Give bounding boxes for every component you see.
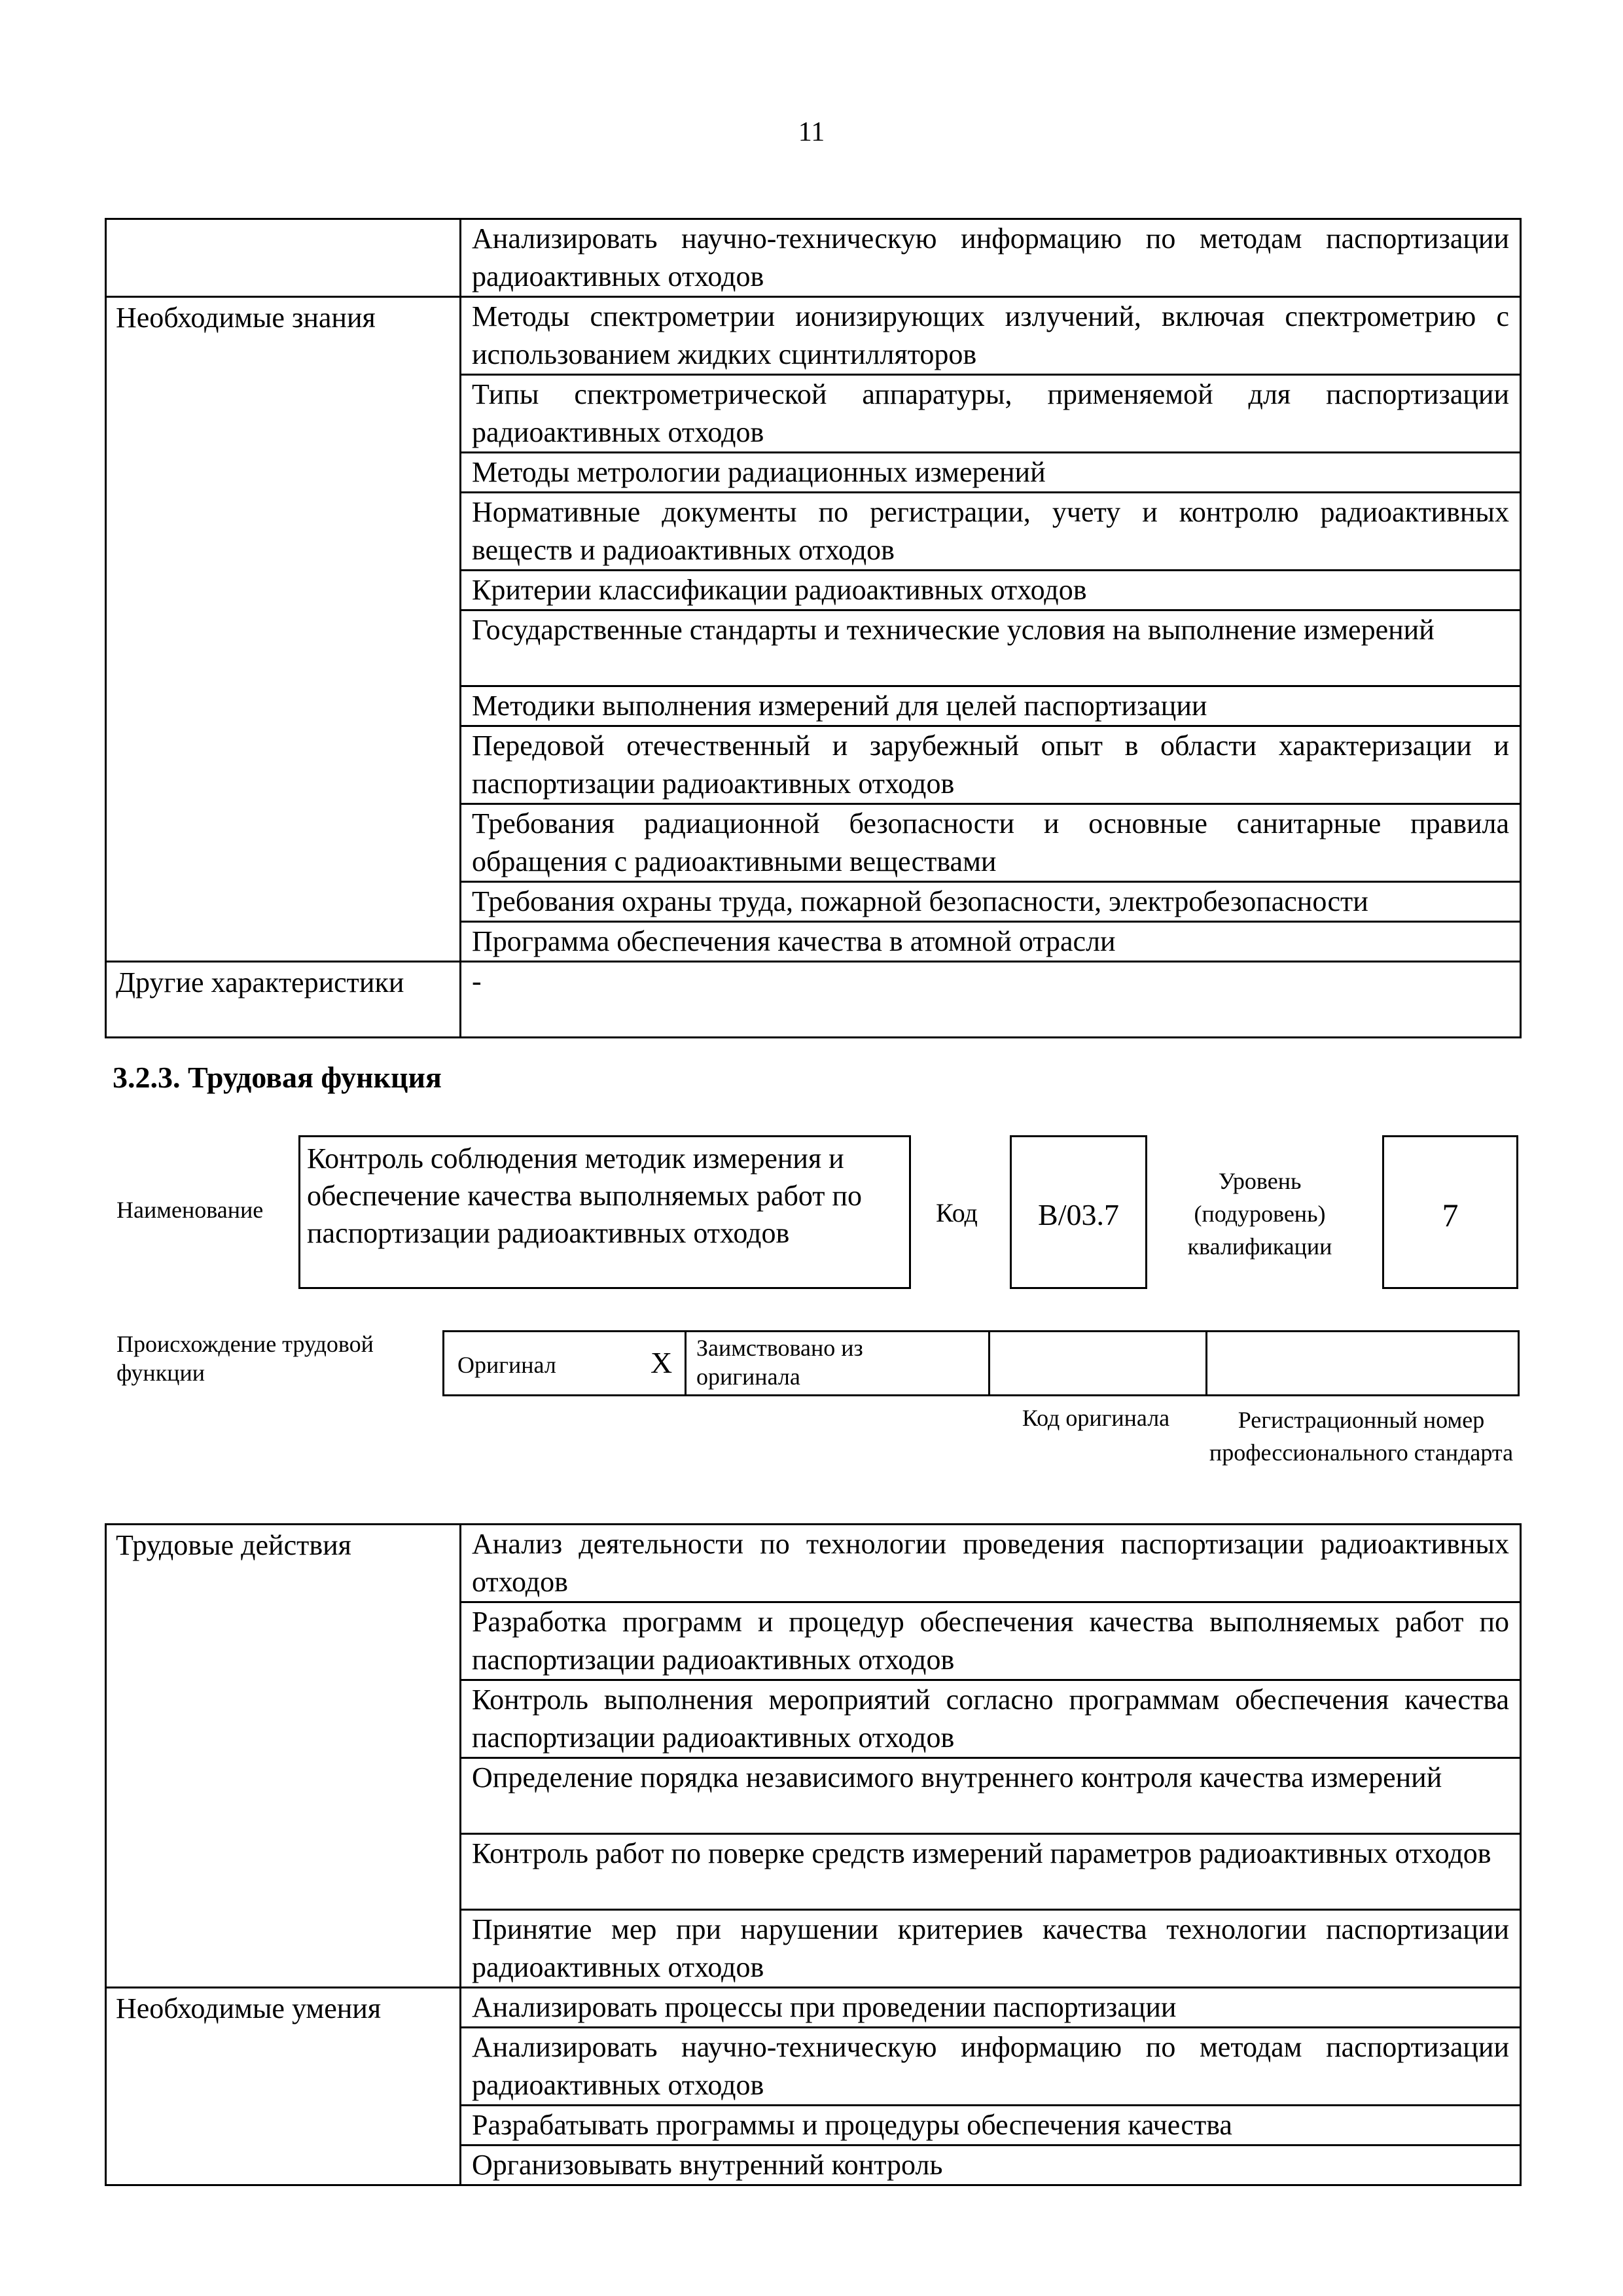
original-code-cell [990, 1332, 1205, 1394]
code-label: Код [936, 1198, 978, 1227]
skills-label: Необходимые умения [106, 1988, 461, 2185]
knowledge-item: Нормативные документы по регистрации, учету и контролю радиоактивных веществ и радиоактивных отходов [461, 493, 1521, 571]
skill-item: Анализировать процессы при проведении паспортизации [461, 1988, 1521, 2028]
actions-table [105, 1523, 1522, 2186]
action-item: Анализ деятельности по технологии проведения паспортизации радиоактивных отходов [461, 1525, 1521, 1602]
knowledge-item: Критерии классификации радиоактивных отходов [461, 571, 1521, 610]
name-label: Наименование [116, 1197, 264, 1223]
borrowed-label: Заимствовано из оригинала [696, 1335, 863, 1390]
knowledge-item: Типы спектрометрической аппаратуры, применяемой для паспортизации радиоактивных отходов [461, 375, 1521, 453]
knowledge-item: Методики выполнения измерений для целей паспортизации [461, 686, 1521, 726]
action-item: Определение порядка независимого внутреннего контроля качества измерений [461, 1758, 1521, 1834]
reg-caption: Регистрационный номер профессионального стандарта [1209, 1407, 1514, 1466]
level-box [1382, 1135, 1518, 1289]
action-item: Контроль работ по поверке средств измерений параметров радиоактивных отходов [461, 1834, 1521, 1910]
knowledge-item: Государственные стандарты и технические условия на выполнение измерений [461, 610, 1521, 686]
knowledge-item: Программа обеспечения качества в атомной отрасли [461, 922, 1521, 962]
code-box [1010, 1135, 1147, 1289]
code-caption: Код оригинала [1022, 1405, 1170, 1431]
knowledge-item: Требования охраны труда, пожарной безопасности, электробезопасности [461, 882, 1521, 922]
original-mark: X [651, 1346, 673, 1379]
action-item: Принятие мер при нарушении критериев качества технологии паспортизации радиоактивных отходов [461, 1910, 1521, 1988]
original-label: Оригинал [457, 1352, 556, 1378]
reg-number-cell [1207, 1332, 1518, 1394]
name-value: Контроль соблюдения методик измерения и обеспечение качества выполняемых работ по паспортизации радиоактивных отходов [307, 1142, 863, 1249]
action-item: Разработка программ и процедур обеспечения качества выполняемых работ по паспортизации радиоактивных отходов [461, 1602, 1521, 1680]
skill-item: Анализировать научно-техническую информацию по методам паспортизации радиоактивных отходов [461, 219, 1521, 297]
other-value: - [461, 962, 1521, 1038]
skill-item: Разрабатывать программы и процедуры обеспечения качества [461, 2106, 1521, 2146]
actions-label: Трудовые действия [106, 1525, 461, 1988]
level-value: 7 [1442, 1197, 1459, 1233]
origin-box [442, 1330, 1520, 1396]
other-label: Другие характеристики [106, 962, 461, 1038]
level-label: Уровень (подуровень) квалификации [1187, 1168, 1332, 1260]
knowledge-label: Необходимые знания [106, 297, 461, 962]
skill-item: Организовывать внутренний контроль [461, 2146, 1521, 2185]
page-number: 11 [798, 117, 825, 147]
action-item: Контроль выполнения мероприятий согласно программам обеспечения качества паспортизации радиоактивных отходов [461, 1680, 1521, 1758]
knowledge-item: Требования радиационной безопасности и основные санитарные правила обращения с радиоактивными веществами [461, 804, 1521, 882]
knowledge-item: Методы спектрометрии ионизирующих излучений, включая спектрометрию с использованием жидких сцинтилляторов [461, 297, 1521, 375]
skill-item: Анализировать научно-техническую информацию по методам паспортизации радиоактивных отходов [461, 2028, 1521, 2106]
name-box [298, 1135, 911, 1289]
code-value: B/03.7 [1038, 1198, 1119, 1231]
knowledge-item: Методы метрологии радиационных измерений [461, 453, 1521, 493]
empty-label-cell [106, 219, 461, 297]
origin-label: Происхождение трудовой функции [116, 1331, 374, 1386]
section-heading: 3.2.3. Трудовая функция [113, 1061, 442, 1094]
knowledge-item: Передовой отечественный и зарубежный опыт в области характеризации и паспортизации радиоактивных отходов [461, 726, 1521, 804]
knowledge-table [105, 218, 1522, 1038]
